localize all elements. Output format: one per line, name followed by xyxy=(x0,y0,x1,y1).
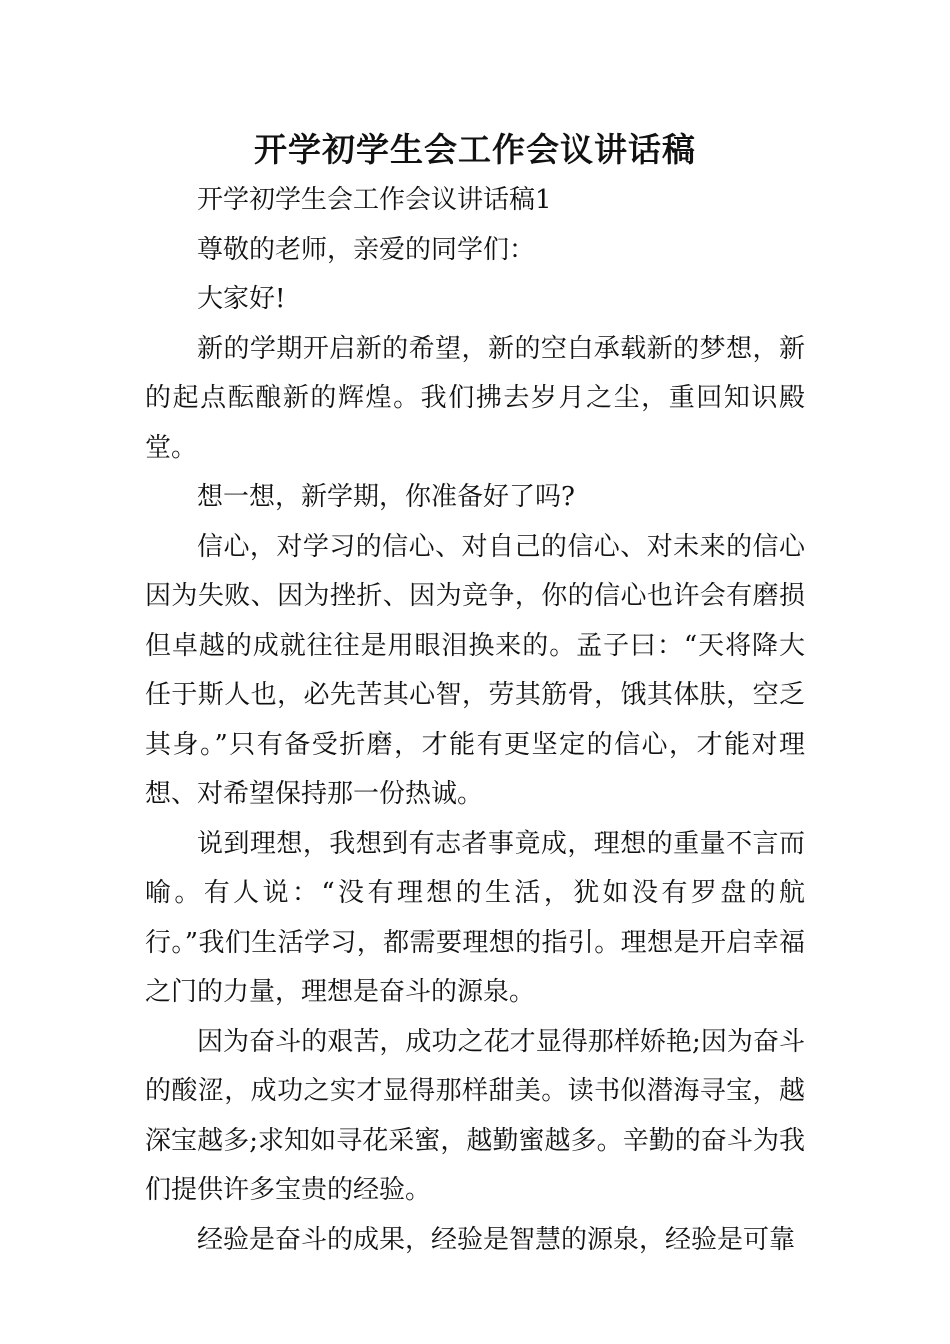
document-body xyxy=(145,176,805,1265)
document-title: 开学初学生会工作会议讲话稿 xyxy=(254,130,696,169)
paragraph: 说到理想，我想到有志者事竟成，理想的重量不言而喻。有人说：“没有理想的生活，犹如没有罗盘的航行。”我们生活学习，都需要理想的指引。理想是开启幸福之门的力量，理想是奋斗的源泉。 xyxy=(145,828,805,1007)
paragraph-subtitle: 开学初学生会工作会议讲话稿1 xyxy=(197,185,552,215)
paragraph: 信心，对学习的信心、对自己的信心、对未来的信心因为失败、因为挫折、因为竞争，你的信心也许会有磨损但卓越的成就往往是用眼泪换来的。孟子曰：“天将降大任于斯人也，必先苦其心智，劳其筋骨，饿其体肤，空乏其身。”只有备受折磨，才能有更坚定的信心，才能对理想、对希望保持那一份热诚。 xyxy=(145,531,805,809)
paragraph-salutation: 尊敬的老师，亲爱的同学们： xyxy=(197,234,536,265)
paragraph: 想一想，新学期，你准备好了吗? xyxy=(197,482,575,512)
paragraph-greeting: 大家好! xyxy=(197,284,286,314)
paragraph: 新的学期开启新的希望，新的空白承载新的梦想，新的起点酝酿新的辉煌。我们拂去岁月之尘，重回知识殿堂。 xyxy=(145,333,805,463)
paragraph: 经验是奋斗的成果，经验是智慧的源泉，经验是可靠 xyxy=(197,1224,796,1255)
paragraph: 因为奋斗的艰苦，成功之花才显得那样娇艳;因为奋斗的酸涩，成功之实才显得那样甜美。读书似潜海寻宝，越深宝越多;求知如寻花采蜜，越勤蜜越多。辛勤的奋斗为我们提供许多宝贵的经验。 xyxy=(145,1026,805,1205)
